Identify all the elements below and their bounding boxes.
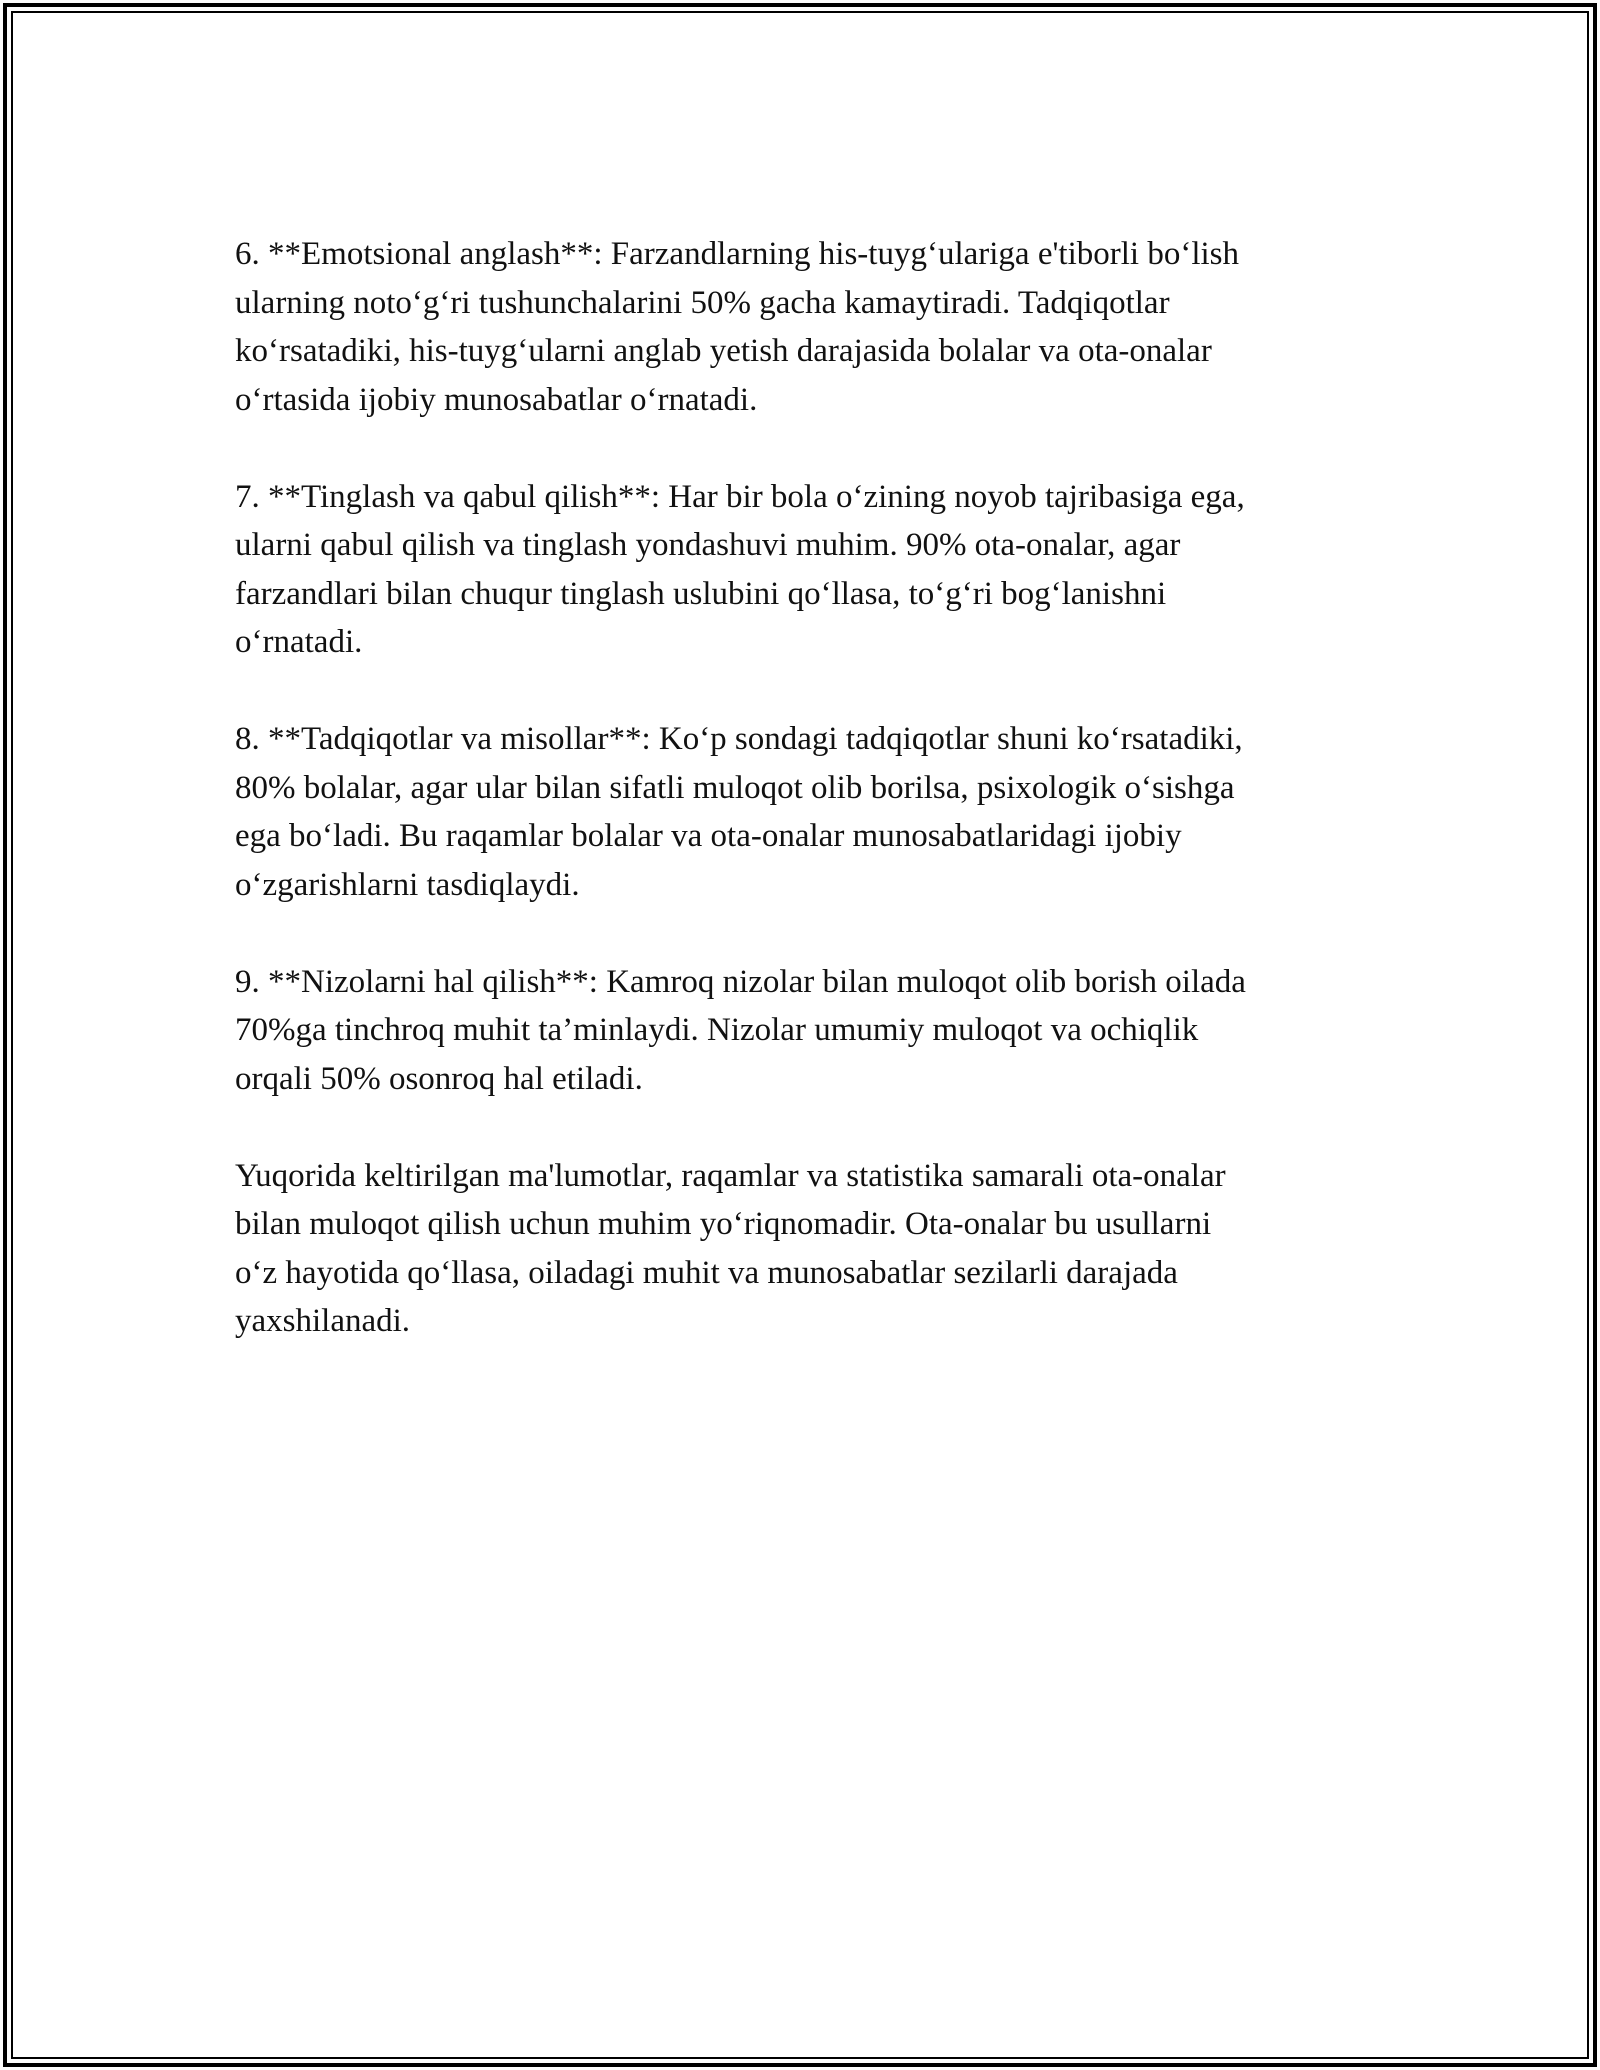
paragraph-research-examples: 8. **Tadqiqotlar va misollar**: Ko‘p sondagi tadqiqotlar shuni ko‘rsatadiki, 80% bolalar, agar ular bilan sifatli muloqot olib borilsa, psixologik o‘sishga ega bo‘ladi. Bu raqamlar bolalar va ota-onalar munosabatlaridagi ijobiy o‘zgarishlarni tasdiqlaydi. <box>235 721 1243 903</box>
paragraph-listening-acceptance: 7. **Tinglash va qabul qilish**: Har bir bola o‘zining noyob tajribasiga ega, ularni qabul qilish va tinglash yondashuvi muhim. 90% ota-onalar, agar farzandlari bilan chuqur tinglash uslubini qo‘llasa, to‘g‘ri bog‘lanishni o‘rnatadi. <box>235 478 1245 660</box>
paragraph-conflict-resolution: 9. **Nizolarni hal qilish**: Kamroq nizolar bilan muloqot olib borish oilada 70%ga tinchroq muhit ta’minlaydi. Nizolar umumiy muloqot va ochiqlik orqali 50% osonroq hal etiladi. <box>235 963 1246 1097</box>
paragraph-conclusion: Yuqorida keltirilgan ma'lumotlar, raqamlar va statistika samarali ota-onalar bilan muloqot qilish uchun muhim yo‘riqnomadir. Ota-onalar bu usullarni o‘z hayotida qo‘llasa, oiladagi muhit va munosabatlar sezilarli darajada yaxshilanadi. <box>235 1157 1226 1339</box>
paragraph-emotional-understanding: 6. **Emotsional anglash**: Farzandlarning his-tuyg‘ulariga e'tiborli bo‘lish ularning noto‘g‘ri tushunchalarini 50% gacha kamaytiradi. Tadqiqotlar ko‘rsatadiki, his-tuyg‘ularni anglab yetish darajasida bolalar va ota-onalar o‘rtasida ijobiy munosabatlar o‘rnatadi. <box>235 236 1240 418</box>
document-body <box>235 230 1375 1394</box>
